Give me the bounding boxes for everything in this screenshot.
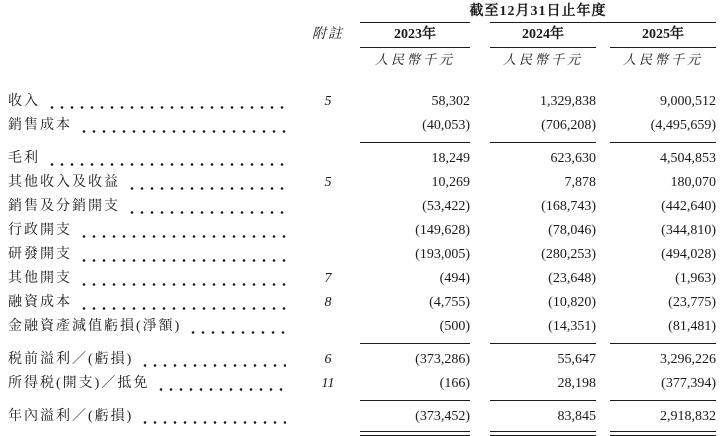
value-2024: (14,351) bbox=[548, 319, 596, 334]
note-cell bbox=[298, 114, 358, 138]
unit-label-2023: 人民幣千元 bbox=[374, 52, 455, 67]
value-2024: 623,630 bbox=[550, 151, 596, 166]
table-row-impairment-losses bbox=[8, 315, 720, 339]
value-2023: (40,053) bbox=[422, 118, 470, 133]
row-label: 税前溢利／(虧損) bbox=[8, 352, 134, 367]
dot-leader bbox=[188, 331, 286, 334]
value-2024: 1,329,838 bbox=[540, 94, 596, 109]
row-label: 研發開支 bbox=[8, 247, 72, 262]
value-2024: 28,198 bbox=[557, 376, 596, 391]
value-2025: (377,394) bbox=[661, 376, 716, 391]
value-2025: (1,963) bbox=[675, 271, 716, 286]
column-header-2023: 2023年 bbox=[394, 27, 436, 42]
column-header-2025: 2025年 bbox=[642, 27, 684, 42]
subtotal-rules bbox=[8, 138, 720, 147]
column-rule bbox=[610, 142, 716, 143]
value-2023: (193,005) bbox=[415, 247, 470, 262]
value-2025: 9,000,512 bbox=[660, 94, 716, 109]
value-2023: (373,286) bbox=[415, 352, 470, 367]
table-row-finance-costs bbox=[8, 291, 720, 315]
value-2024: (168,743) bbox=[541, 199, 596, 214]
double-rule bbox=[610, 431, 716, 436]
value-2023: 58,302 bbox=[431, 94, 470, 109]
double-rule bbox=[360, 431, 470, 436]
dot-leader bbox=[140, 364, 286, 367]
column-rule bbox=[490, 47, 596, 48]
dot-leader bbox=[47, 163, 286, 166]
period-span-header: 截至12月31日止年度 bbox=[469, 4, 607, 19]
note-cell: 5 bbox=[324, 94, 332, 109]
value-2025: (4,495,659) bbox=[650, 118, 716, 133]
row-label: 行政開支 bbox=[8, 223, 72, 238]
note-cell: 7 bbox=[324, 271, 332, 286]
column-rule bbox=[610, 343, 716, 344]
value-2025: (23,775) bbox=[668, 295, 716, 310]
value-2024: 55,647 bbox=[557, 352, 596, 367]
column-rule bbox=[360, 47, 470, 48]
dot-leader bbox=[79, 130, 286, 133]
row-label: 銷售及分銷開支 bbox=[8, 199, 120, 214]
unit-label-2025: 人民幣千元 bbox=[622, 52, 703, 67]
value-2023: (494) bbox=[439, 271, 470, 286]
value-2025: 4,504,853 bbox=[660, 151, 716, 166]
total-double-rules bbox=[8, 429, 720, 436]
dot-leader bbox=[127, 187, 286, 190]
note-cell: 5 bbox=[324, 175, 332, 190]
note-cell: 11 bbox=[321, 376, 335, 391]
value-2024: 7,878 bbox=[564, 175, 596, 190]
unit-labels-row bbox=[8, 50, 720, 70]
note-cell bbox=[298, 195, 358, 219]
dot-leader bbox=[140, 421, 286, 424]
dot-leader bbox=[156, 388, 286, 391]
value-2025: 3,296,226 bbox=[660, 352, 716, 367]
note-cell bbox=[298, 243, 358, 267]
column-rule bbox=[610, 400, 716, 401]
row-label: 所得税(開支)／抵免 bbox=[8, 376, 150, 391]
value-2025: 180,070 bbox=[670, 175, 716, 190]
column-rule bbox=[490, 400, 596, 401]
value-2023: 10,269 bbox=[431, 175, 470, 190]
value-2024: 83,845 bbox=[557, 409, 596, 424]
dot-leader bbox=[79, 307, 286, 310]
header-spacer bbox=[8, 3, 360, 20]
table-row-cost-of-sales bbox=[8, 114, 720, 138]
note-cell: 6 bbox=[324, 352, 332, 367]
table-row-gross-profit bbox=[8, 147, 720, 171]
table-row-admin-expenses bbox=[8, 219, 720, 243]
table-row-profit-before-tax bbox=[8, 348, 720, 372]
column-rule bbox=[360, 142, 470, 143]
table-row-other-expenses bbox=[8, 267, 720, 291]
subtotal-rules bbox=[8, 339, 720, 348]
column-rule bbox=[490, 343, 596, 344]
value-2023: (373,452) bbox=[415, 409, 470, 424]
value-2025: 2,918,832 bbox=[660, 409, 716, 424]
dot-leader bbox=[79, 259, 286, 262]
dot-leader bbox=[127, 211, 286, 214]
table-row-selling-expenses bbox=[8, 195, 720, 219]
dot-leader bbox=[47, 106, 286, 109]
row-label: 收入 bbox=[8, 94, 40, 109]
value-2024: (23,648) bbox=[548, 271, 596, 286]
note-cell bbox=[298, 405, 358, 429]
value-2024: (78,046) bbox=[548, 223, 596, 238]
row-label: 毛利 bbox=[8, 151, 40, 166]
span-rule-2023 bbox=[360, 22, 470, 23]
row-label: 年內溢利／(虧損) bbox=[8, 409, 134, 424]
row-label: 其他收入及收益 bbox=[8, 175, 120, 190]
note-cell bbox=[298, 147, 358, 171]
dot-leader bbox=[79, 235, 286, 238]
table-row-profit-for-year bbox=[8, 405, 720, 429]
value-2023: (149,628) bbox=[415, 223, 470, 238]
value-2024: (10,820) bbox=[548, 295, 596, 310]
unit-label-2024: 人民幣千元 bbox=[502, 52, 583, 67]
table-row-income-tax bbox=[8, 372, 720, 396]
row-label: 金融資產減值虧損(淨額) bbox=[8, 319, 182, 334]
row-label: 銷售成本 bbox=[8, 118, 72, 133]
value-2023: (53,422) bbox=[422, 199, 470, 214]
value-2024: (706,208) bbox=[541, 118, 596, 133]
value-2023: (500) bbox=[439, 319, 470, 334]
span-rule-2024-2025 bbox=[490, 22, 716, 23]
note-cell: 8 bbox=[324, 295, 332, 310]
table-row-other-income bbox=[8, 171, 720, 195]
column-rule bbox=[360, 343, 470, 344]
column-rule bbox=[360, 400, 470, 401]
note-cell bbox=[298, 315, 358, 339]
value-2025: (494,028) bbox=[661, 247, 716, 262]
subtotal-rules bbox=[8, 396, 720, 405]
table-row-revenue bbox=[8, 90, 720, 114]
table-row-rd-expenses bbox=[8, 243, 720, 267]
table-header bbox=[8, 3, 720, 20]
row-label: 其他開支 bbox=[8, 271, 72, 286]
value-2025: (442,640) bbox=[661, 199, 716, 214]
column-rule bbox=[490, 142, 596, 143]
row-label: 融資成本 bbox=[8, 295, 72, 310]
value-2023: 18,249 bbox=[431, 151, 470, 166]
note-cell bbox=[298, 219, 358, 243]
double-rule bbox=[490, 431, 596, 436]
value-2025: (81,481) bbox=[668, 319, 716, 334]
column-headers-row bbox=[8, 25, 720, 45]
note-column-header: 附註 bbox=[312, 27, 344, 42]
value-2023: (166) bbox=[439, 376, 470, 391]
value-2024: (280,253) bbox=[541, 247, 596, 262]
column-header-2024: 2024年 bbox=[522, 27, 564, 42]
value-2025: (344,810) bbox=[661, 223, 716, 238]
dot-leader bbox=[79, 283, 286, 286]
table-body bbox=[8, 90, 720, 436]
value-2023: (4,755) bbox=[429, 295, 470, 310]
column-rule bbox=[610, 47, 716, 48]
